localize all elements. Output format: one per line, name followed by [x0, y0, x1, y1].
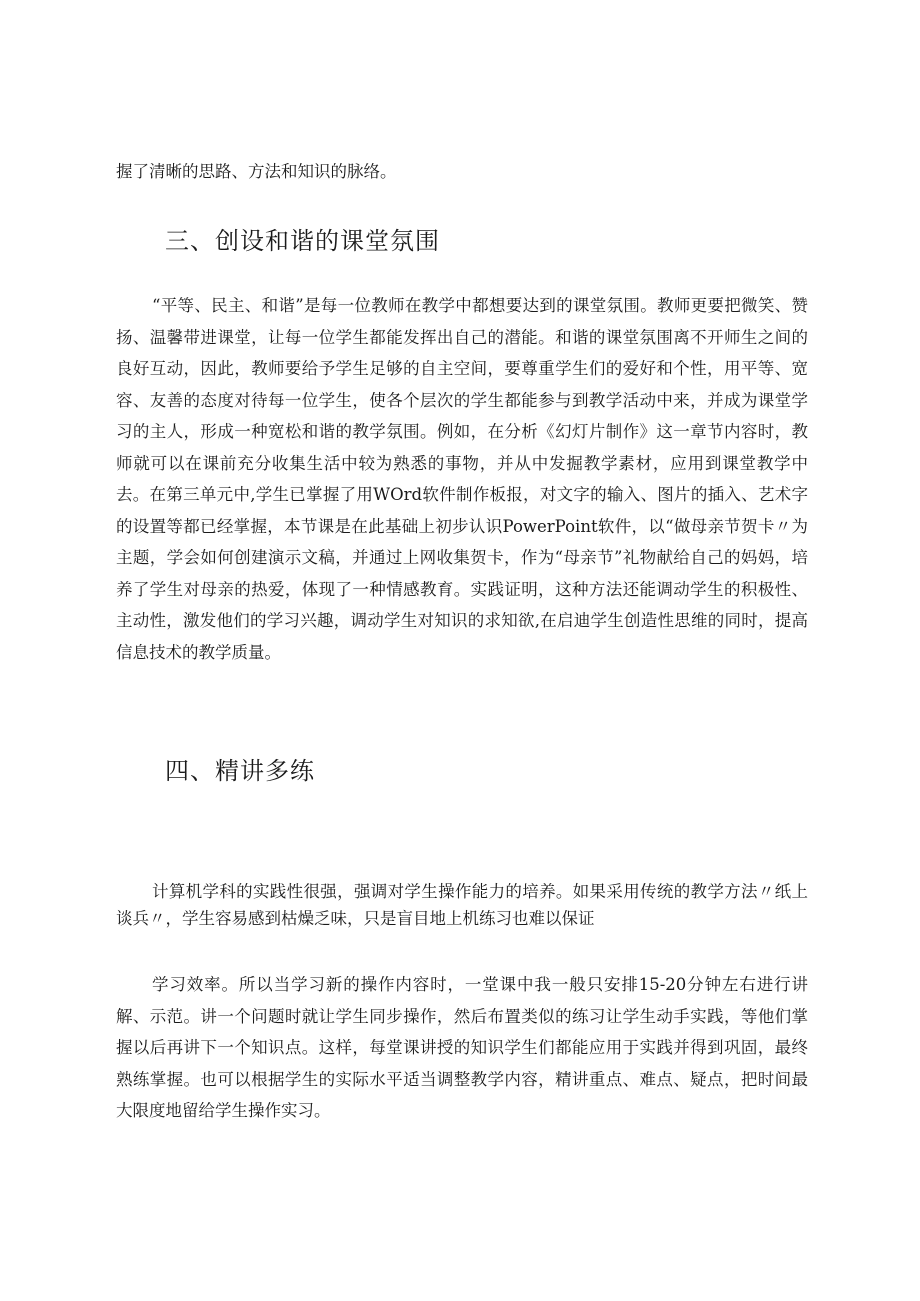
continuation-paragraph: 握了清晰的思路、方法和知识的脉络。	[116, 162, 397, 181]
section-4-paragraph-1: 计算机学科的实践性很强，强调对学生操作能力的培养。如果采用传统的教学方法〃纸上谈兵〃，学生容易感到枯燥乏味，只是盲目地上机练习也难以保证	[116, 882, 808, 928]
section-4-paragraph-2: 学习效率。所以当学习新的操作内容时，一堂课中我一般只安排15-20分钟左右进行讲解、示范。讲一个问题时就让学生同步操作，然后布置类似的练习让学生动手实践，等他们掌握以后再讲下一个知识点。这样，每堂课讲授的知识学生们都能应用于实践并得到巩固，最终熟练掌握。也可以根据学生的实际水平适当调整教学内容，精讲重点、难点、疑点，把时间最大限度地留给学生操作实习。	[116, 975, 808, 1120]
section-3-paragraph: “平等、民主、和谐”是每一位教师在教学中都想要达到的课堂氛围。教师更要把微笑、赞扬、温馨带进课堂，让每一位学生都能发挥出自己的潜能。和谐的课堂氛围离不开师生之间的良好互动，因此，教师要给予学生足够的自主空间，要尊重学生们的爱好和个性，用平等、宽容、友善的态度对待每一位学生，使各个层次的学生都能参与到教学活动中来，并成为课堂学习的主人，形成一种宽松和谐的教学氛围。例如，在分析《幻灯片制作》这一章节内容时，教师就可以在课前充分收集生活中较为熟悉的事物，并从中发掘教学素材，应用到课堂教学中去。在第三单元中,学生已掌握了用WOrd软件制作板报，对文字的输入、图片的插入、艺术字的设置等都已经掌握，本节课是在此基础上初步认识PowerPoint软件，以“做母亲节贺卡〃为主题，学会如何创建演示文稿，并通过上网收集贺卡，作为“母亲节”礼物献给自己的妈妈，培养了学生对母亲的热爱，体现了一种情感教育。实践证明，这种方法还能调动学生的积极性、主动性，激发他们的学习兴趣，调动学生对知识的求知欲,在启迪学生创造性思维的同时，提高信息技术的教学质量。	[116, 296, 808, 662]
section-3-heading: 三、创设和谐的课堂氛围	[165, 227, 440, 255]
section-4-heading: 四、精讲多练	[165, 757, 315, 785]
